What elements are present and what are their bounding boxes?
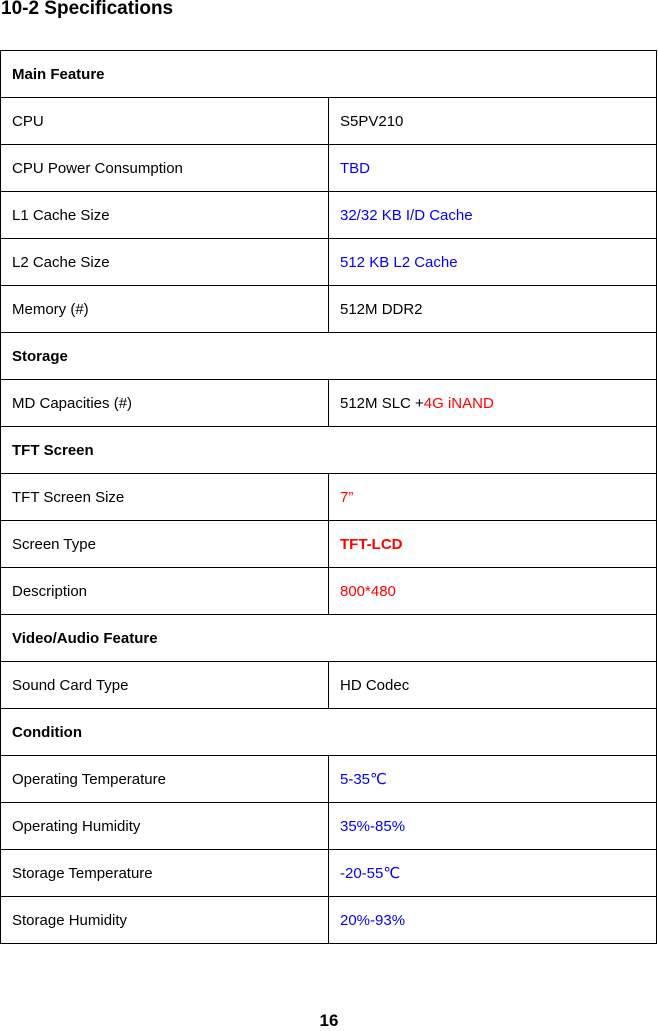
spec-value-cell [329,145,657,192]
spec-label: Sound Card Type [1,662,329,709]
spec-row [1,662,657,709]
spec-label: Storage Humidity [1,897,329,944]
spec-row [1,568,657,615]
spec-label: MD Capacities (#) [1,380,329,427]
spec-value-cell [329,98,657,145]
spec-value-cell [329,568,657,615]
spec-value-cell [329,850,657,897]
section-row [1,615,657,662]
spec-row [1,239,657,286]
spec-value-cell [329,662,657,709]
section-row [1,51,657,98]
spec-value: 512M DDR2 [340,300,423,318]
spec-value: 20%-93% [340,911,406,929]
spec-value-cell [329,897,657,944]
spec-value-cell [329,803,657,850]
spec-value: 35%-85% [340,817,406,835]
spec-value: TFT-LCD [340,535,403,553]
spec-row [1,286,657,333]
spec-row [1,192,657,239]
spec-value-cell [329,239,657,286]
section-title: Main Feature [1,51,657,98]
spec-row [1,98,657,145]
spec-label: Memory (#) [1,286,329,333]
spec-row [1,521,657,568]
section-title: Storage [1,333,657,380]
section-row [1,333,657,380]
spec-value-cell [329,474,657,521]
spec-label: Screen Type [1,521,329,568]
spec-value: 7” [340,488,354,506]
spec-value: 512 KB L2 Cache [340,253,458,271]
spec-value: 512M SLC + [340,394,424,412]
spec-row [1,756,657,803]
section-row [1,709,657,756]
spec-row [1,380,657,427]
specifications-table-body [1,51,657,944]
spec-value: S5PV210 [340,112,404,130]
spec-value: 800*480 [340,582,396,600]
spec-label: CPU Power Consumption [1,145,329,192]
spec-label: Operating Humidity [1,803,329,850]
section-title: Condition [1,709,657,756]
spec-value-extra: 4G iNAND [423,394,494,412]
page-number: 16 [319,1011,339,1030]
spec-label: Storage Temperature [1,850,329,897]
spec-value: HD Codec [340,676,410,694]
page-heading: 10-2 Specifications [1,0,174,19]
spec-row [1,803,657,850]
section-title: Video/Audio Feature [1,615,657,662]
spec-row [1,850,657,897]
specifications-table [0,50,657,944]
spec-value: TBD [340,159,370,177]
spec-label: CPU [1,98,329,145]
spec-value: -20-55℃ [340,865,401,882]
spec-value-cell [329,192,657,239]
spec-value: 5-35℃ [340,771,387,788]
spec-label: TFT Screen Size [1,474,329,521]
spec-row [1,897,657,944]
spec-value: 32/32 KB I/D Cache [340,206,473,224]
spec-value-cell [329,756,657,803]
spec-value-cell [329,380,657,427]
spec-value-cell [329,286,657,333]
spec-label: L2 Cache Size [1,239,329,286]
spec-label: L1 Cache Size [1,192,329,239]
spec-label: Operating Temperature [1,756,329,803]
spec-label: Description [1,568,329,615]
spec-row [1,145,657,192]
spec-value-cell [329,521,657,568]
spec-row [1,474,657,521]
section-row [1,427,657,474]
section-title: TFT Screen [1,427,657,474]
